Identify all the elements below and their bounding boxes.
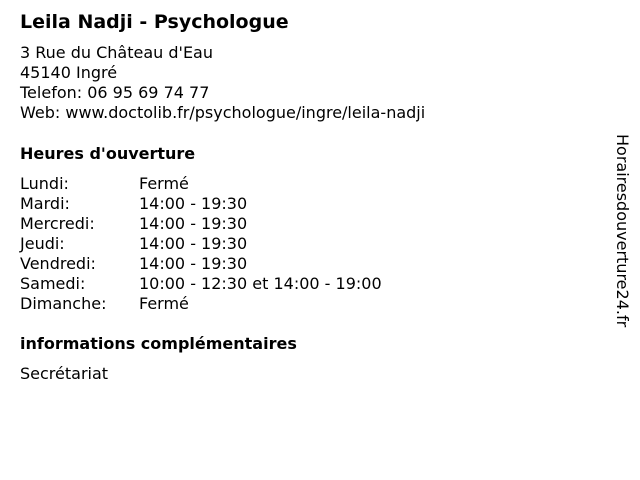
day-label: Lundi: xyxy=(20,174,69,193)
watermark-text: Horairesdouverture24.fr xyxy=(613,134,632,328)
additional-info-heading: informations complémentaires xyxy=(20,334,297,353)
time-value: 14:00 - 19:30 xyxy=(139,234,248,253)
day-label: Mardi: xyxy=(20,194,70,213)
time-value: 14:00 - 19:30 xyxy=(139,254,248,273)
time-value: 14:00 - 19:30 xyxy=(139,214,248,233)
business-contact xyxy=(20,43,425,123)
day-label: Vendredi: xyxy=(20,254,96,273)
day-label: Samedi: xyxy=(20,274,86,293)
address-city: 45140 Ingré xyxy=(20,63,118,82)
day-label: Mercredi: xyxy=(20,214,95,233)
day-label: Dimanche: xyxy=(20,294,107,313)
address-street: 3 Rue du Château d'Eau xyxy=(20,43,213,62)
phone-number: Telefon: 06 95 69 74 77 xyxy=(20,83,210,102)
watermark xyxy=(612,134,632,374)
time-value: Fermé xyxy=(139,174,189,193)
business-name: Leila Nadji - Psychologue xyxy=(20,11,289,33)
opening-hours-heading: Heures d'ouverture xyxy=(20,144,196,163)
website: Web: www.doctolib.fr/psychologue/ingre/leila-nadji xyxy=(20,103,426,122)
time-value: Fermé xyxy=(139,294,189,313)
additional-info-text: Secrétariat xyxy=(20,364,109,383)
time-value: 14:00 - 19:30 xyxy=(139,194,248,213)
time-value: 10:00 - 12:30 et 14:00 - 19:00 xyxy=(139,274,382,293)
day-label: Jeudi: xyxy=(20,234,65,253)
